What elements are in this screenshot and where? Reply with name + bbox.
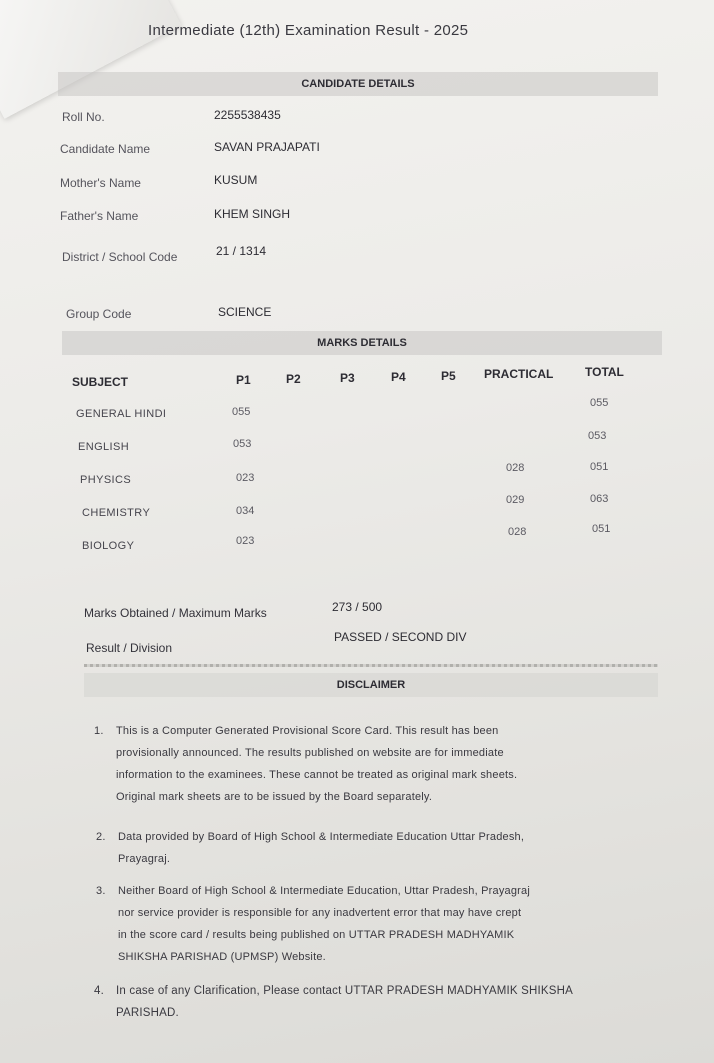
disclaimer-item-number: 3. [96,885,106,897]
marks-obtained-value: 273 / 500 [332,600,383,614]
table-row-subject: ENGLISH [78,441,130,453]
table-row-p1: 055 [232,406,251,418]
district-school-label: District / School Code [62,250,178,264]
candidate-name-label: Candidate Name [60,142,151,156]
disclaimer-item [94,720,656,808]
mother-name-value: KUSUM [214,173,258,187]
disclaimer-item-number: 2. [96,831,106,843]
col-practical: PRACTICAL [484,367,554,381]
roll-no-label: Roll No. [62,110,105,124]
disclaimer-item [96,880,670,968]
group-code-label: Group Code [66,307,132,321]
disclaimer-line: information to the examinees. These cannot be treated as original mark sheets. [116,769,518,781]
table-row-subject: BIOLOGY [82,540,135,552]
table-row-practical: 028 [506,462,525,474]
marks-details-heading: MARKS DETAILS [62,331,662,355]
mother-name-label: Mother's Name [60,176,141,190]
table-row-p1: 053 [233,438,252,450]
disclaimer-item-number: 4. [94,985,104,997]
table-row-p1: 023 [236,472,255,484]
col-p5: P5 [441,369,456,383]
result-value: PASSED / SECOND DIV [334,630,467,644]
col-p4: P4 [391,370,406,384]
disclaimer-item [96,826,658,870]
candidate-name-value: SAVAN PRAJAPATI [214,140,320,154]
col-p2: P2 [286,372,301,386]
disclaimer-line: Prayagraj. [118,853,171,865]
table-row-practical: 028 [508,526,527,538]
father-name-value: KHEM SINGH [214,207,291,221]
page-title: Intermediate (12th) Examination Result - 2025 [148,22,469,39]
divider [84,664,658,667]
table-row-total: 051 [590,461,609,473]
table-row-total: 055 [590,397,609,409]
disclaimer-item-number: 1. [94,725,104,737]
group-code-value: SCIENCE [218,305,272,319]
disclaimer-line: nor service provider is responsible for any inadvertent error that may have crept [118,907,522,919]
table-row-total: 053 [588,430,607,442]
table-row-p1: 023 [236,535,255,547]
disclaimer-line: Original mark sheets are to be issued by the Board separately. [116,791,433,803]
col-total: TOTAL [585,365,624,379]
disclaimer-line: SHIKSHA PARISHAD (UPMSP) Website. [118,951,326,963]
disclaimer-heading: DISCLAIMER [84,673,658,697]
col-p3: P3 [340,371,355,385]
marks-obtained-label: Marks Obtained / Maximum Marks [84,606,267,620]
table-row-practical: 029 [506,494,525,506]
candidate-details-heading: CANDIDATE DETAILS [58,72,658,96]
result-label: Result / Division [86,641,173,655]
table-row-subject: CHEMISTRY [82,507,151,519]
col-p1: P1 [236,373,251,387]
disclaimer-line: Neither Board of High School & Intermediate Education, Uttar Pradesh, Prayagraj [118,885,531,897]
disclaimer-line: provisionally announced. The results published on website are for immediate [116,747,504,759]
disclaimer-item [94,980,676,1024]
roll-no-value: 2255538435 [214,108,281,122]
disclaimer-line: In case of any Clarification, Please contact UTTAR PRADESH MADHYAMIK SHIKSHA [116,985,574,997]
district-school-value: 21 / 1314 [216,244,267,258]
disclaimer-line: Data provided by Board of High School & Intermediate Education Uttar Pradesh, [118,831,525,843]
disclaimer-line: PARISHAD. [116,1007,179,1019]
disclaimer-line: This is a Computer Generated Provisional Score Card. This result has been [116,725,499,737]
page-fold [0,0,181,119]
col-subject: SUBJECT [72,375,129,389]
disclaimer-line: in the score card / results being published on UTTAR PRADESH MADHYAMIK [118,929,515,941]
table-row-subject: GENERAL HINDI [76,408,167,420]
father-name-label: Father's Name [60,209,139,223]
table-row-total: 051 [592,523,611,535]
table-row-total: 063 [590,493,609,505]
table-row-p1: 034 [236,505,255,517]
table-row-subject: PHYSICS [80,474,132,486]
